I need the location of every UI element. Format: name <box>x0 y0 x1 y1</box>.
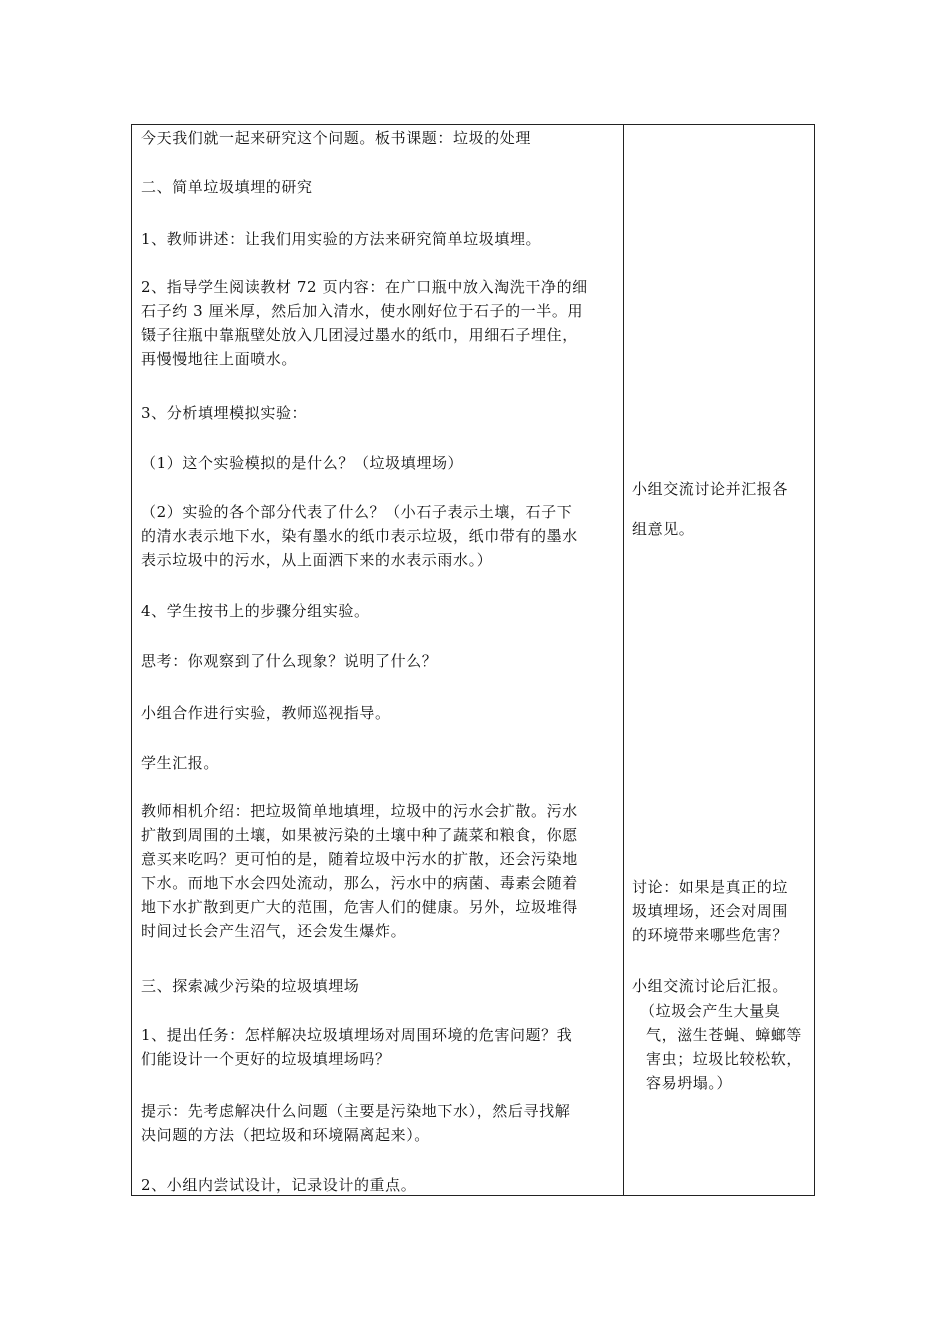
answer-line: （垃圾会产生大量臭 <box>640 1002 781 1020</box>
question2-line: 表示垃圾中的污水，从上面洒下来的水表示雨水。） <box>141 551 493 569</box>
report-text: 学生汇报。 <box>141 754 220 772</box>
question1-text: （1）这个实验模拟的是什么？（垃圾填埋场） <box>141 454 464 472</box>
teacher-intro-line: 时间过长会产生沼气，还会发生爆炸。 <box>141 922 407 940</box>
item2-line: 镊子往瓶中靠瓶壁处放入几团浸过墨水的纸巾，用细石子埋住， <box>141 326 578 344</box>
item4-text: 4、学生按书上的步骤分组实验。 <box>141 602 370 620</box>
task1-line: 们能设计一个更好的垃圾填埋场吗？ <box>141 1050 391 1068</box>
discussion-line: 的环境带来哪些危害？ <box>632 926 789 944</box>
group-discussion-line: 小组交流讨论并汇报各 <box>632 480 789 498</box>
answer-line: 害虫；垃圾比较松软， <box>646 1050 803 1068</box>
section2-title: 二、简单垃圾填埋的研究 <box>141 178 313 196</box>
intro-text: 今天我们就一起来研究这个问题。板书课题：垃圾的处理 <box>141 129 532 147</box>
teacher-intro-line: 扩散到周围的土壤，如果被污染的土壤中种了蔬菜和粮食，你愿 <box>141 826 578 844</box>
question2-line: 的清水表示地下水，染有墨水的纸巾表示垃圾，纸巾带有的墨水 <box>141 527 578 545</box>
group-work-text: 小组合作进行实验，教师巡视指导。 <box>141 704 391 722</box>
think-text: 思考：你观察到了什么现象？说明了什么？ <box>141 652 438 670</box>
hint-line: 提示：先考虑解决什么问题（主要是污染地下水），然后寻找解 <box>141 1102 571 1120</box>
task2-text: 2、小组内尝试设计，记录设计的重点。 <box>141 1176 417 1194</box>
teacher-intro-line: 意买来吃吗？更可怕的是，随着垃圾中污水的扩散，还会污染地 <box>141 850 578 868</box>
task1-line: 1、提出任务：怎样解决垃圾填埋场对周围环境的危害问题？我 <box>141 1026 573 1044</box>
after-discussion-text: 小组交流讨论后汇报。 <box>632 977 789 995</box>
lesson-table <box>131 124 815 1196</box>
answer-line: 气，滋生苍蝇、蟑螂等 <box>646 1026 803 1044</box>
item2-line: 石子约 3 厘米厚，然后加入清水，使水刚好位于石子的一半。用 <box>141 302 584 320</box>
item1-text: 1、教师讲述：让我们用实验的方法来研究简单垃圾填埋。 <box>141 230 542 248</box>
question2-line: （2）实验的各个部分代表了什么？（小石子表示土壤，石子下 <box>141 503 573 521</box>
item3-text: 3、分析填埋模拟实验： <box>141 404 308 422</box>
section3-title: 三、探索减少污染的垃圾填埋场 <box>141 977 360 995</box>
teacher-intro-line: 教师相机介绍：把垃圾简单地填埋，垃圾中的污水会扩散。污水 <box>141 802 578 820</box>
discussion-line: 圾填埋场，还会对周围 <box>632 902 789 920</box>
item2-line: 再慢慢地往上面喷水。 <box>141 350 298 368</box>
column-divider <box>623 125 624 1195</box>
teacher-intro-line: 下水。而地下水会四处流动，那么，污水中的病菌、毒素会随着 <box>141 874 578 892</box>
hint-line: 决问题的方法（把垃圾和环境隔离起来）。 <box>141 1126 430 1144</box>
answer-line: 容易坍塌。） <box>646 1074 733 1092</box>
teacher-intro-line: 地下水扩散到更广大的范围，危害人们的健康。另外，垃圾堆得 <box>141 898 578 916</box>
group-discussion-line: 组意见。 <box>632 520 695 538</box>
discussion-line: 讨论：如果是真正的垃 <box>632 878 789 896</box>
item2-line: 2、指导学生阅读教材 72 页内容：在广口瓶中放入淘洗干净的细 <box>141 278 588 296</box>
